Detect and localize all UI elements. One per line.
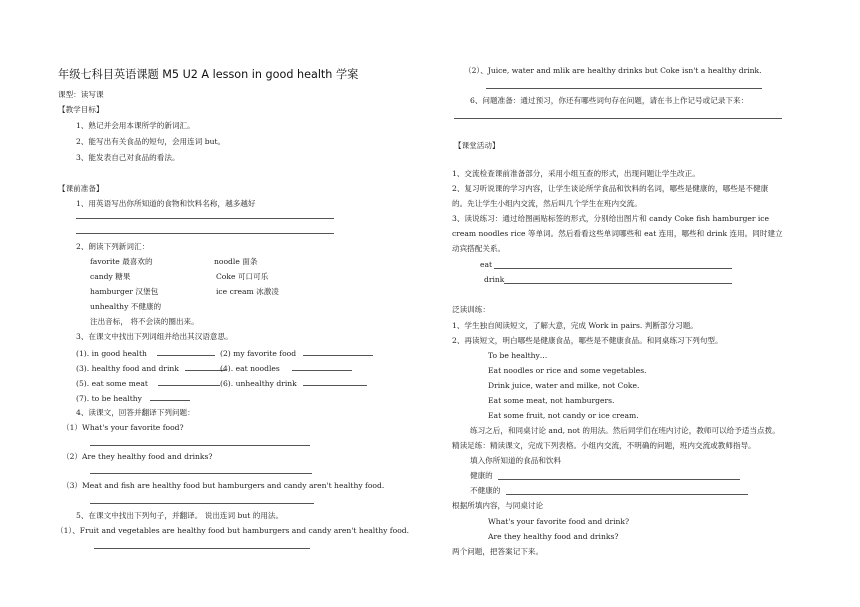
phrase-text: (1). in good health [76, 349, 147, 358]
task-4: 4、读课文，回答并翻译下列问题： [76, 408, 195, 417]
phrase-item [76, 362, 225, 374]
discuss-question-2: Are they healthy food and drinks? [488, 532, 619, 541]
after-practice: 练习之后，和同桌讨论 and, not 的用法。然后同学们在班内讨论，教师可以给予适当点拨。 [470, 426, 780, 435]
class-step-3-cont: cream noodles rice 等单词。然后看看这些单词哪些和 eat 连用，哪些和 drink 连用。同时建立 [452, 229, 783, 238]
pattern-sentence: Eat some meat, not hamburgers. [488, 396, 615, 405]
task-1: 1、用英语写出你所知道的食物和饮料名称，越多越好 [76, 199, 256, 208]
unhealthy-label: 不健康的 [470, 486, 501, 495]
task-3: 3、在课文中找出下列词组并给出其汉语意思。 [76, 332, 233, 341]
vocab-item: noodle 面条 [214, 257, 258, 266]
extensive-step-2: 2、再读短文，明白哪些是健康食品，哪些是不健康食品。和同桌练习下列句型。 [452, 336, 723, 345]
answer-line[interactable] [454, 118, 782, 119]
goals-heading: 【教学目标】 [58, 105, 104, 114]
answer-line[interactable] [90, 503, 314, 504]
class-step-1: 1、交流检查课前准备部分，采用小组互查的形式，出现问题让学生改正。 [452, 169, 700, 178]
question-2: （2）Are they healthy food and drinks? [62, 452, 213, 461]
task-2: 2、朗读下列新词汇： [76, 242, 150, 251]
phrase-text: (6). unhealthy drink [220, 379, 297, 388]
answer-blank[interactable] [157, 347, 215, 356]
prep-heading: 【课前准备】 [58, 184, 104, 193]
healthy-label: 健康的 [470, 471, 493, 480]
discuss-instruction: 根据所填内容，与同桌讨论 [452, 501, 544, 510]
phrase-item [76, 392, 190, 404]
healthy-answer-line[interactable] [498, 479, 740, 480]
vocab-item: Coke 可口可乐 [216, 272, 269, 281]
drink-answer-line[interactable] [504, 283, 732, 284]
answer-blank[interactable] [303, 347, 373, 356]
answer-line[interactable] [94, 548, 310, 549]
drink-label: drink [484, 275, 505, 284]
class-heading: 【课堂活动】 [454, 141, 500, 150]
phrase-item [76, 377, 220, 389]
eat-label: eat [480, 260, 493, 269]
class-step-2-cont: 的。先让学生小组内交流，然后叫几个学生在班内交流。 [452, 199, 642, 208]
sentence-1: （1）、Fruit and vegetables are healthy food but hamburgers and candy aren't healthy food. [56, 526, 410, 535]
class-step-2: 2、复习听说课的学习内容，让学生谈论所学食品和饮料的名词，哪些是健康的，哪些是不健康 [452, 184, 769, 193]
eat-answer-line[interactable] [494, 268, 732, 269]
answer-blank[interactable] [150, 392, 190, 401]
answer-line[interactable] [90, 445, 310, 446]
task-5: 5、在课文中找出下列句子，并翻译。 说出连词 but 的用法。 [76, 511, 284, 520]
extensive-heading: 泛读训练： [452, 305, 490, 314]
task-6: 6、问题准备：通过预习，你还有哪些词句存在问题，请在书上作记号或记录下来： [470, 96, 749, 105]
intensive-reading: 精读足练：精读课文，完成下列表格。小组内交流，不明确的问题，班内交流或教师指导。 [452, 441, 756, 450]
vocab-item: favorite 最喜欢的 [90, 257, 153, 266]
phrase-text: (3). healthy food and drink [76, 364, 179, 373]
fill-instruction: 填入你所知道的食品和饮料 [470, 456, 562, 465]
discuss-question-1: What's your favorite food and drink? [488, 517, 630, 526]
pattern-sentence: Eat some fruit, not candy or ice cream. [488, 411, 639, 420]
extensive-step-1: 1、学生独自阅读短文，了解大意，完成 Work in pairs. 判断部分习题。 [452, 321, 698, 330]
pattern-sentence: Drink juice, water and milke, not Coke. [488, 381, 640, 390]
answer-blank[interactable] [303, 377, 367, 386]
pattern-sentence: To be healthy… [488, 351, 548, 360]
final-instruction: 两个问题，把答案记下来。 [452, 547, 544, 556]
lesson-type: 课型：读写课 [58, 90, 104, 99]
class-step-3-cont: 动宾搭配关系。 [452, 244, 506, 253]
question-3: （3）Meat and fish are healthy food but hamburgers and candy aren't healthy food. [62, 481, 385, 490]
goal-item: 2、能写出有关食品的短句，会用连词 but。 [76, 137, 226, 146]
phrase-item [220, 362, 352, 374]
phrase-item [76, 347, 215, 359]
vocab-item: hamburger 汉堡包 [90, 287, 159, 296]
answer-line[interactable] [90, 473, 312, 474]
goal-item: 3、能发表自己对食品的看法。 [76, 153, 180, 162]
phrase-text: (7). to be healthy [76, 394, 142, 403]
document-title: 年级七科目英语课题 M5 U2 A lesson in good health 学案 [58, 68, 359, 81]
phrase-item [220, 377, 367, 389]
pattern-sentence: Eat noodles or rice and some vegetables. [488, 366, 647, 375]
phrase-text: (4). eat noodles [220, 364, 280, 373]
answer-line[interactable] [76, 218, 334, 219]
phrase-text: (2) my favorite food [220, 349, 297, 358]
unhealthy-answer-line[interactable] [506, 494, 748, 495]
vocab-note: 注出音标， 将不会读的圈出来。 [90, 317, 199, 326]
sentence-2: （2）、Juice, water and mlik are healthy drinks but Coke isn't a healthy drink. [464, 66, 762, 75]
phrase-text: (5). eat some meat [76, 379, 148, 388]
vocab-item: candy 糖果 [90, 272, 131, 281]
class-step-3: 3、读说练习：通过给图画贴标签的形式，分别给出图片和 candy Coke fish hamburger ice [452, 214, 770, 223]
vocab-item: ice cream 冰激凌 [216, 287, 279, 296]
phrase-item [220, 347, 373, 359]
answer-line[interactable] [76, 233, 334, 234]
question-1: （1）What's your favorite food? [62, 423, 184, 432]
goal-item: 1、熟记并会用本课所学的新词汇。 [76, 121, 195, 130]
answer-blank[interactable] [158, 377, 220, 386]
answer-line[interactable] [486, 88, 762, 89]
vocab-item: unhealthy 不健康的 [90, 302, 162, 311]
answer-blank[interactable] [292, 362, 352, 371]
